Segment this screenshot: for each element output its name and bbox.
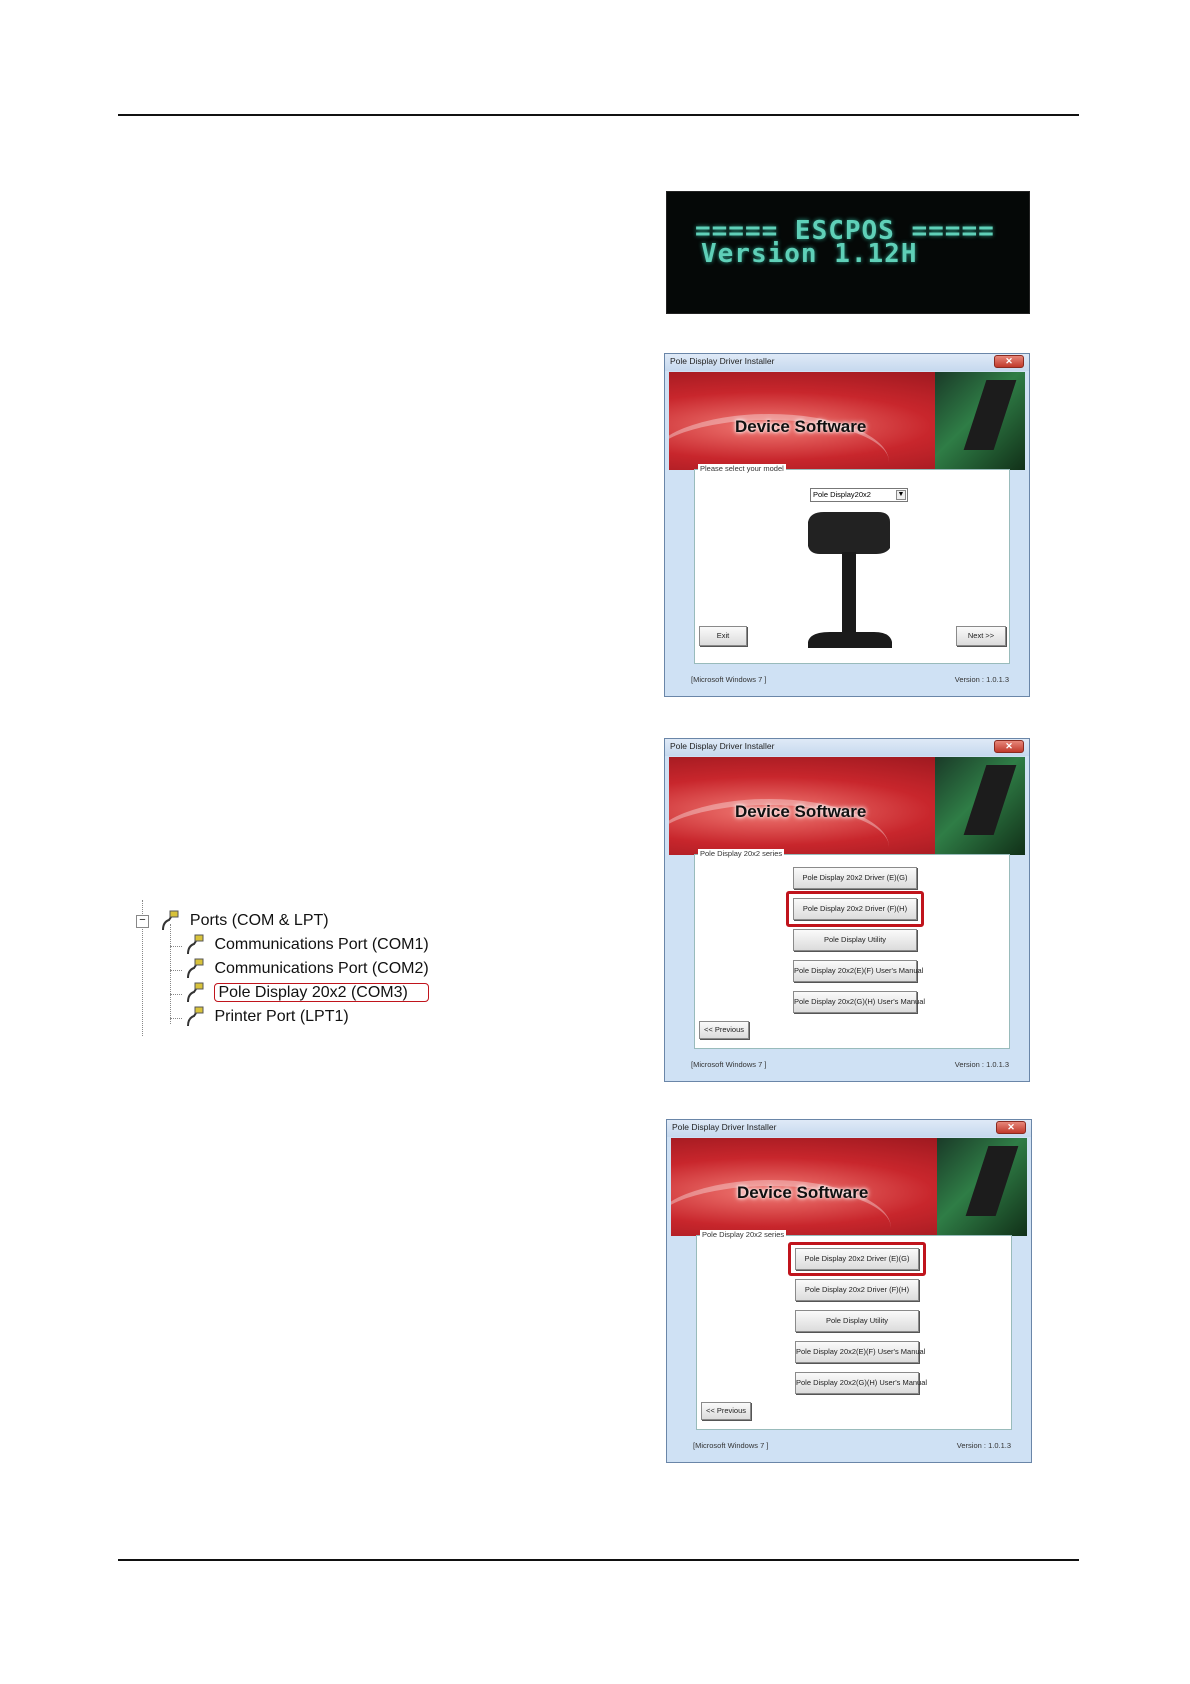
vfd-display-photo (666, 191, 1030, 314)
tree-item-com2[interactable] (184, 958, 429, 980)
os-label: [Microsoft Windows 7 ] (693, 1441, 769, 1450)
title-bar (665, 354, 1029, 371)
previous-button[interactable]: << Previous (699, 1021, 749, 1039)
driver-fh-button[interactable]: Pole Display 20x2 Driver (F)(H) (795, 1279, 919, 1301)
footer-rule (118, 1559, 1079, 1561)
series-panel (694, 854, 1010, 1049)
version-label: Version : 1.0.1.3 (954, 1060, 1009, 1069)
close-icon[interactable]: ✕ (996, 1121, 1026, 1134)
tree-line (170, 946, 182, 947)
manual-ef-button[interactable]: Pole Display 20x2(E)(F) User's Manual (793, 960, 917, 982)
utility-button[interactable]: Pole Display Utility (793, 929, 917, 951)
window-title: Pole Display Driver Installer (670, 356, 775, 366)
driver-eg-button[interactable]: Pole Display 20x2 Driver (E)(G) (795, 1248, 919, 1270)
port-icon (184, 958, 204, 980)
port-icon (184, 1006, 204, 1028)
tree-line (170, 970, 182, 971)
vfd-line-1: ===== ESCPOS ===== (695, 216, 995, 246)
utility-button[interactable]: Pole Display Utility (795, 1310, 919, 1332)
model-select-value: Pole Display20x2 (813, 490, 871, 499)
banner (671, 1138, 1027, 1236)
exit-button[interactable]: Exit (699, 626, 747, 646)
highlight-box (788, 1242, 926, 1276)
model-panel (694, 469, 1010, 664)
banner-title: Device Software (737, 1183, 869, 1202)
ports-label: Ports (COM & LPT) (189, 912, 329, 930)
highlight-box (786, 891, 924, 927)
pole-display-image (790, 508, 910, 658)
tree-line (170, 1018, 182, 1019)
window-title: Pole Display Driver Installer (672, 1122, 777, 1132)
manual-gh-button[interactable]: Pole Display 20x2(G)(H) User's Manual (795, 1372, 919, 1394)
window-title: Pole Display Driver Installer (670, 741, 775, 751)
os-label: [Microsoft Windows 7 ] (691, 1060, 767, 1069)
banner-title: Device Software (735, 417, 867, 436)
close-icon[interactable]: ✕ (994, 740, 1024, 753)
manual-gh-button[interactable]: Pole Display 20x2(G)(H) User's Manual (793, 991, 917, 1013)
header-rule (118, 114, 1079, 116)
title-bar (665, 739, 1029, 756)
group-label: Please select your model (700, 464, 784, 473)
model-select[interactable] (810, 488, 908, 502)
previous-button[interactable]: << Previous (701, 1402, 751, 1420)
chevron-down-icon[interactable]: ▼ (897, 491, 905, 498)
ports-node[interactable] (136, 910, 329, 932)
device-manager-tree (136, 900, 436, 1040)
group-label: Pole Display 20x2 series (700, 849, 783, 858)
tree-line (170, 994, 182, 995)
os-label: [Microsoft Windows 7 ] (691, 675, 767, 684)
installer-window-series-fh (664, 738, 1030, 1082)
driver-eg-button[interactable]: Pole Display 20x2 Driver (E)(G) (793, 867, 917, 889)
banner (669, 757, 1025, 855)
title-bar (667, 1120, 1031, 1137)
tree-item-com3[interactable] (184, 982, 429, 1004)
port-icon (159, 910, 179, 932)
banner-title: Device Software (735, 802, 867, 821)
installer-window-model-select (664, 353, 1030, 697)
tree-item-com1[interactable] (184, 934, 429, 956)
collapse-icon[interactable]: − (136, 915, 149, 928)
close-icon[interactable]: ✕ (994, 355, 1024, 368)
manual-ef-button[interactable]: Pole Display 20x2(E)(F) User's Manual (795, 1341, 919, 1363)
tree-item-label: Printer Port (LPT1) (214, 1008, 349, 1026)
next-button[interactable]: Next >> (956, 626, 1006, 646)
port-icon (184, 982, 204, 1004)
tree-item-lpt1[interactable] (184, 1006, 349, 1028)
tree-line (170, 924, 171, 1024)
port-icon (184, 934, 204, 956)
driver-fh-button[interactable]: Pole Display 20x2 Driver (F)(H) (793, 898, 917, 920)
tree-item-label: Communications Port (COM2) (214, 960, 429, 978)
version-label: Version : 1.0.1.3 (956, 1441, 1011, 1450)
tree-item-label: Communications Port (COM1) (214, 936, 429, 954)
version-label: Version : 1.0.1.3 (954, 675, 1009, 684)
tree-item-label: Pole Display 20x2 (COM3) (214, 983, 428, 1002)
group-label: Pole Display 20x2 series (702, 1230, 785, 1239)
series-panel (696, 1235, 1012, 1430)
vfd-line-2: Version 1.12H (701, 239, 918, 269)
banner (669, 372, 1025, 470)
installer-window-series-eg (666, 1119, 1032, 1463)
